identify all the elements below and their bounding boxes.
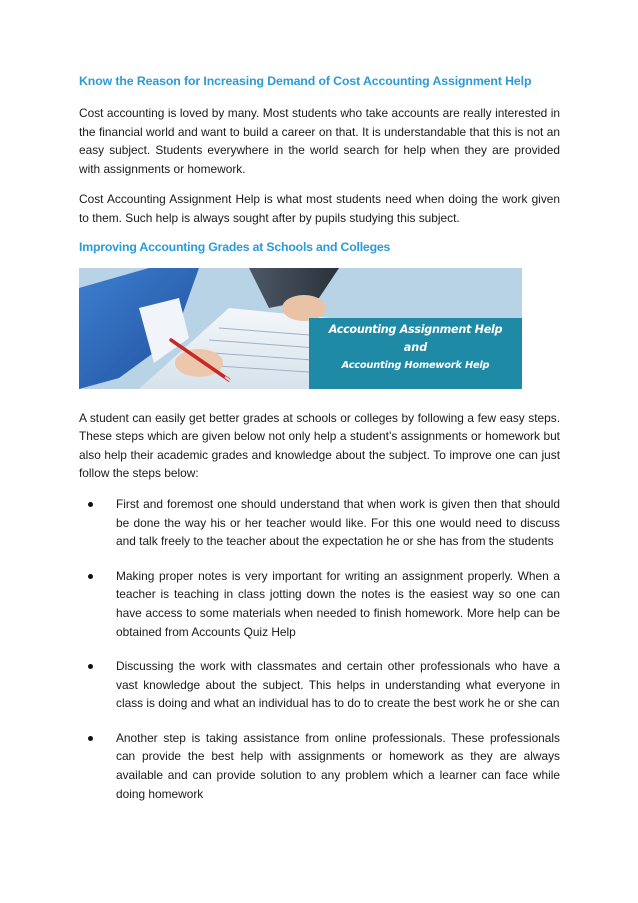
list-item-text: First and foremost one should understand that when work is given then that should be done the way his or her teacher would like. For this one would need to discuss and talk freely to the teacher about the expectation he or she has from the students: [116, 496, 560, 549]
list-item-text: Discussing the work with classmates and certain other professionals who have a vast knowledge about the subject. This helps in understanding what everyone in class is doing and what an individual has to do to create the best work he or she can: [116, 659, 560, 711]
bullet-icon: [88, 502, 93, 507]
main-heading: Know the Reason for Increasing Demand of Cost Accounting Assignment Help: [79, 74, 532, 88]
accounting-help-banner: [79, 268, 522, 389]
help-paragraph: Cost Accounting Assignment Help is what most students need when doing the work given to them. Such help is always sought after by pupils studying this subject.: [79, 192, 560, 225]
list-item: [79, 495, 560, 551]
steps-intro-paragraph: A student can easily get better grades at schools or colleges by following a few easy steps. These steps which are given below not only help a student’s assignments or homework but also help their academic grades and knowledge about the subject. To improve one can just follow the steps below:: [79, 410, 560, 481]
banner-line-1: Accounting Assignment Help: [328, 322, 503, 336]
list-item: [79, 567, 560, 641]
steps-list: [79, 495, 560, 803]
list-item: [79, 657, 560, 713]
bullet-icon: [88, 574, 93, 579]
banner-line-2: and: [403, 340, 428, 354]
bullet-icon: [88, 664, 93, 669]
document-body: [79, 74, 560, 819]
list-item-text: Another step is taking assistance from online professionals. These professionals can provide the best help with assignments or homework as they are always available and can provide solution to any problem which a learner can face while doing homework: [116, 730, 560, 801]
banner-line-3: Accounting Homework Help: [341, 359, 490, 371]
bullet-icon: [88, 736, 93, 741]
intro-paragraph: Cost accounting is loved by many. Most students who take accounts are really interested in the financial world and want to build a career on that. It is understandable that this is not an easy subject. Students everywhere in the world search for help when they are provided with assignments or homework.: [79, 106, 560, 176]
list-item-text: Making proper notes is very important for writing an assignment properly. When a teacher is teaching in class jotting down the notes is the easiest way so one can have access to some materials when needed to finish homework. More help can be obtained from Accounts Quiz Help: [116, 568, 560, 639]
section-heading: Improving Accounting Grades at Schools and Colleges: [79, 239, 391, 254]
list-item: [79, 729, 560, 803]
banner-caption: [309, 318, 522, 389]
